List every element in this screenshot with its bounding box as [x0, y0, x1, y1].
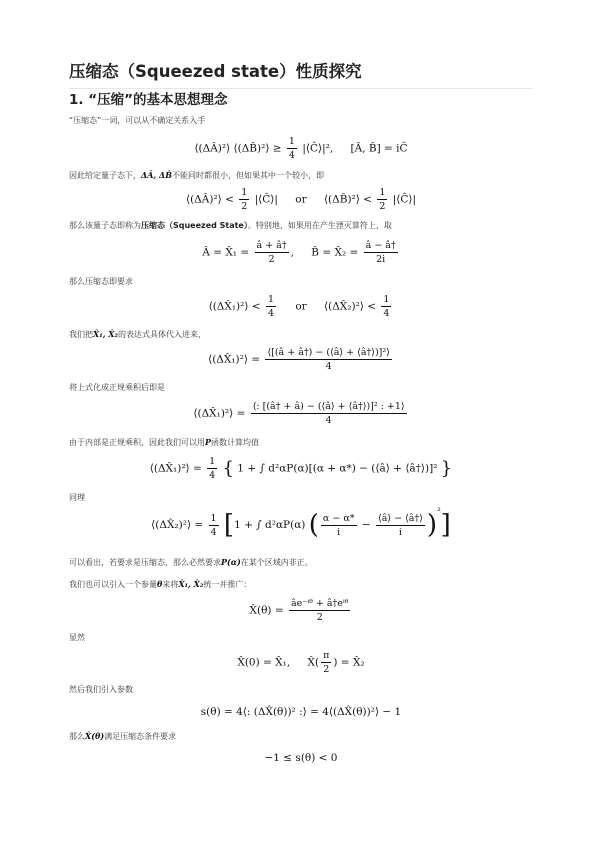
- eq2-a-num: 1: [241, 187, 248, 198]
- eq6-den: 4: [325, 415, 332, 426]
- eq8-close-bracket: ]: [440, 510, 451, 540]
- equation-s-parameter: [69, 706, 533, 718]
- eq7-den: 4: [209, 470, 216, 481]
- eq1-den: 4: [288, 150, 295, 161]
- para10-math-theta: θ: [157, 579, 163, 589]
- eq8-fraction: [209, 513, 219, 538]
- eq1-commutator: [Â, B̂] = iĈ: [350, 142, 408, 155]
- paragraph-4: 那么压缩态即要求: [69, 277, 133, 286]
- eq5-num: ⟨[(â + â†) − (⟨â⟩ + ⟨â†⟩)]²⟩: [267, 347, 390, 358]
- eq9-num: âe⁻ⁱᶿ + â†eⁱᶿ: [290, 598, 349, 609]
- eq1-num: 1: [288, 136, 295, 147]
- para13-text-end: 满足压缩态条件要求: [104, 732, 177, 741]
- para10-math-x: X̂₁, X̂₂: [178, 579, 204, 589]
- eq4-a-den: 4: [267, 308, 274, 319]
- eq4-or: or: [295, 300, 307, 313]
- eq9-left: X̂(θ) =: [249, 604, 284, 617]
- para3-text-end: 。特别地，如果用在产生湮灭算符上，取: [247, 221, 392, 230]
- eq6-left: ⟨(ΔX̂₁)²⟩ =: [193, 407, 246, 420]
- eq1-left: ⟨(ΔÂ)²⟩ ⟨(ΔB̂)²⟩ ≥: [194, 142, 282, 155]
- eq7-fraction: [207, 456, 217, 481]
- equation-quadrature-condition: [69, 294, 533, 319]
- eq10-b-post: ) = X̂₂: [333, 656, 365, 669]
- eq9-fraction: [289, 598, 350, 623]
- eq3-sep: ,: [290, 246, 294, 259]
- eq10-a: X̂(0) = X̂₁,: [237, 656, 291, 669]
- equation-squeeze-range: [69, 752, 533, 764]
- eq4-b-fraction: [381, 294, 391, 319]
- paragraph-7: [69, 436, 259, 449]
- eq4-a-num: 1: [267, 294, 274, 305]
- eq5-fraction: [265, 347, 391, 372]
- eq8-n2: ⟨â⟩ − ⟨â†⟩: [378, 512, 423, 524]
- eq8-d2: i: [398, 526, 402, 538]
- eq8-den: 4: [210, 526, 217, 538]
- eq4-a: ⟨(ΔX̂₁)²⟩ <: [208, 300, 261, 313]
- eq2-a-fraction: [239, 187, 249, 212]
- para3-text: 那么该量子态即称为: [69, 221, 141, 230]
- equation-special-cases: [69, 650, 533, 675]
- eq8-body: 1 + ∫ d²αP(α): [234, 519, 306, 531]
- eq7-open-brace: {: [222, 458, 234, 479]
- para7-text: 由于内部是正规乘积，因此我们可以用: [69, 438, 205, 447]
- para5-text-end: 的表达式具体代入进来，: [118, 330, 206, 339]
- eq2-b-right: |⟨Ĉ⟩|: [392, 193, 417, 206]
- eq10-b-pre: X̂(: [307, 656, 320, 669]
- eq8-minus: −: [361, 519, 371, 531]
- page-title: 压缩态（Squeezed state）性质探究: [69, 58, 533, 89]
- eq3-b: B̂ = X̂₂ =: [311, 246, 359, 259]
- para13-text: 那么: [69, 732, 85, 741]
- eq10-den: 2: [323, 664, 330, 675]
- eq4-b-den: 4: [383, 308, 390, 319]
- equation-general-quadrature: [69, 598, 533, 623]
- eq8-open-bracket: [: [223, 510, 235, 540]
- para9-text-end: 在某个区域内非正。: [240, 558, 313, 567]
- equation-variance: [69, 347, 533, 372]
- para2-text: 因此给定量子态下，: [69, 171, 141, 180]
- para10-text: 我们也可以引入一个参量: [69, 580, 157, 589]
- eq2-b-den: 2: [379, 201, 386, 212]
- paragraph-2: [69, 169, 324, 182]
- eq2-a: ⟨(ΔÂ)²⟩ <: [185, 193, 234, 206]
- para2-text-end: 不能同时都很小，但如果其中一个较小，即: [171, 171, 324, 180]
- eq10-num: π: [323, 650, 330, 661]
- eq6-num: ⟨: [(â† + â) − (⟨â⟩ + ⟨â†⟩)]² : +1⟩: [252, 401, 405, 412]
- equation-normal-order: [69, 401, 533, 426]
- eq9-den: 2: [316, 612, 323, 623]
- eq4-b-num: 1: [383, 294, 390, 305]
- eq2-or: or: [295, 193, 307, 206]
- para5-text: 我们把: [69, 330, 93, 339]
- eq2-b-fraction: [377, 187, 387, 212]
- eq11-text: s(θ) = 4⟨: (ΔX̂(θ))² :⟩ = 4⟨(ΔX̂(θ))²⟩ − 1: [200, 706, 402, 718]
- para9-math: P(α): [221, 557, 241, 567]
- paragraph-11: 显然: [69, 633, 85, 642]
- eq8-open-paren: (: [308, 510, 319, 540]
- eq8-left: ⟨(ΔX̂₂)²⟩ =: [151, 519, 204, 531]
- eq3-b-fraction: [364, 240, 398, 265]
- paragraph-5: [69, 328, 206, 341]
- eq3-a-num: â + â†: [256, 240, 287, 251]
- eq12-text: −1 ≤ s(θ) < 0: [264, 752, 338, 764]
- paragraph-3: [69, 220, 392, 232]
- para13-math: X̂(θ): [85, 731, 105, 741]
- para10-text-end: 统一并推广：: [203, 580, 252, 589]
- para3-bold: 压缩态（Squeezed State）: [141, 221, 248, 230]
- eq2-b-num: 1: [379, 187, 386, 198]
- eq8-frac-1: [321, 513, 357, 538]
- para7-text-end: 函数计算均值: [211, 438, 260, 447]
- eq8-n1: α − α*: [322, 512, 355, 524]
- eq7-body: 1 + ∫ d²αP(α)[(α + α*) − (⟨â⟩ + ⟨â†⟩)]²: [237, 462, 438, 475]
- eq2-b: ⟨(ΔB̂)²⟩ <: [323, 193, 372, 206]
- eq7-left: ⟨(ΔX̂₁)²⟩ =: [149, 462, 202, 475]
- paragraph-9: [69, 556, 313, 569]
- equation-quadratures: [69, 240, 533, 265]
- eq3-b-den: 2i: [376, 254, 386, 265]
- paragraph-13: [69, 730, 176, 743]
- eq2-a-den: 2: [241, 201, 248, 212]
- paragraph-6: 将上式化成正规乘积后即是: [69, 383, 165, 392]
- eq5-left: ⟨(ΔX̂₁)²⟩ =: [208, 353, 261, 366]
- eq10-fraction: [321, 650, 331, 675]
- paragraph-1: “压缩态”一词，可以从不确定关系入手: [69, 116, 206, 125]
- para7-math: P: [205, 437, 212, 447]
- para9-text: 可以看出，若要求是压缩态，那么必然要求: [69, 558, 221, 567]
- eq7-num: 1: [209, 456, 216, 467]
- eq7-close-brace: }: [440, 458, 453, 479]
- eq8-frac-2: [376, 513, 425, 538]
- eq6-fraction: [251, 401, 407, 426]
- paragraph-8: 同理: [69, 493, 85, 502]
- para10-text-mid: 来将: [162, 580, 179, 589]
- eq2-a-right: |⟨Ĉ⟩|: [254, 193, 278, 206]
- eq1-fraction: [287, 136, 297, 161]
- eq1-right: |⟨Ĉ⟩|²,: [302, 142, 334, 155]
- equation-squeeze-condition: [69, 187, 533, 212]
- eq8-num: 1: [210, 512, 217, 524]
- eq4-b: ⟨(ΔX̂₂)²⟩ <: [324, 300, 377, 313]
- eq3-a: Â = X̂₁ =: [202, 246, 250, 259]
- eq4-a-fraction: [266, 294, 276, 319]
- paragraph-10: [69, 578, 251, 591]
- equation-p-function-2: [69, 507, 533, 540]
- para5-math: X̂₁, X̂₂: [93, 329, 118, 339]
- eq8-square: ²: [437, 507, 441, 517]
- equation-uncertainty: [69, 136, 533, 161]
- eq8-close-paren: ): [426, 510, 438, 540]
- eq8-d1: i: [337, 526, 341, 538]
- equation-p-function-1: [69, 456, 533, 481]
- eq3-b-num: â − â†: [365, 240, 396, 251]
- para2-math: ΔÂ, ΔB̂: [141, 170, 172, 180]
- paragraph-12: 然后我们引入参数: [69, 685, 133, 694]
- eq3-a-fraction: [255, 240, 289, 265]
- eq5-den: 4: [325, 361, 332, 372]
- section-heading: 1. “压缩”的基本思想理念: [69, 92, 228, 108]
- eq3-a-den: 2: [268, 254, 275, 265]
